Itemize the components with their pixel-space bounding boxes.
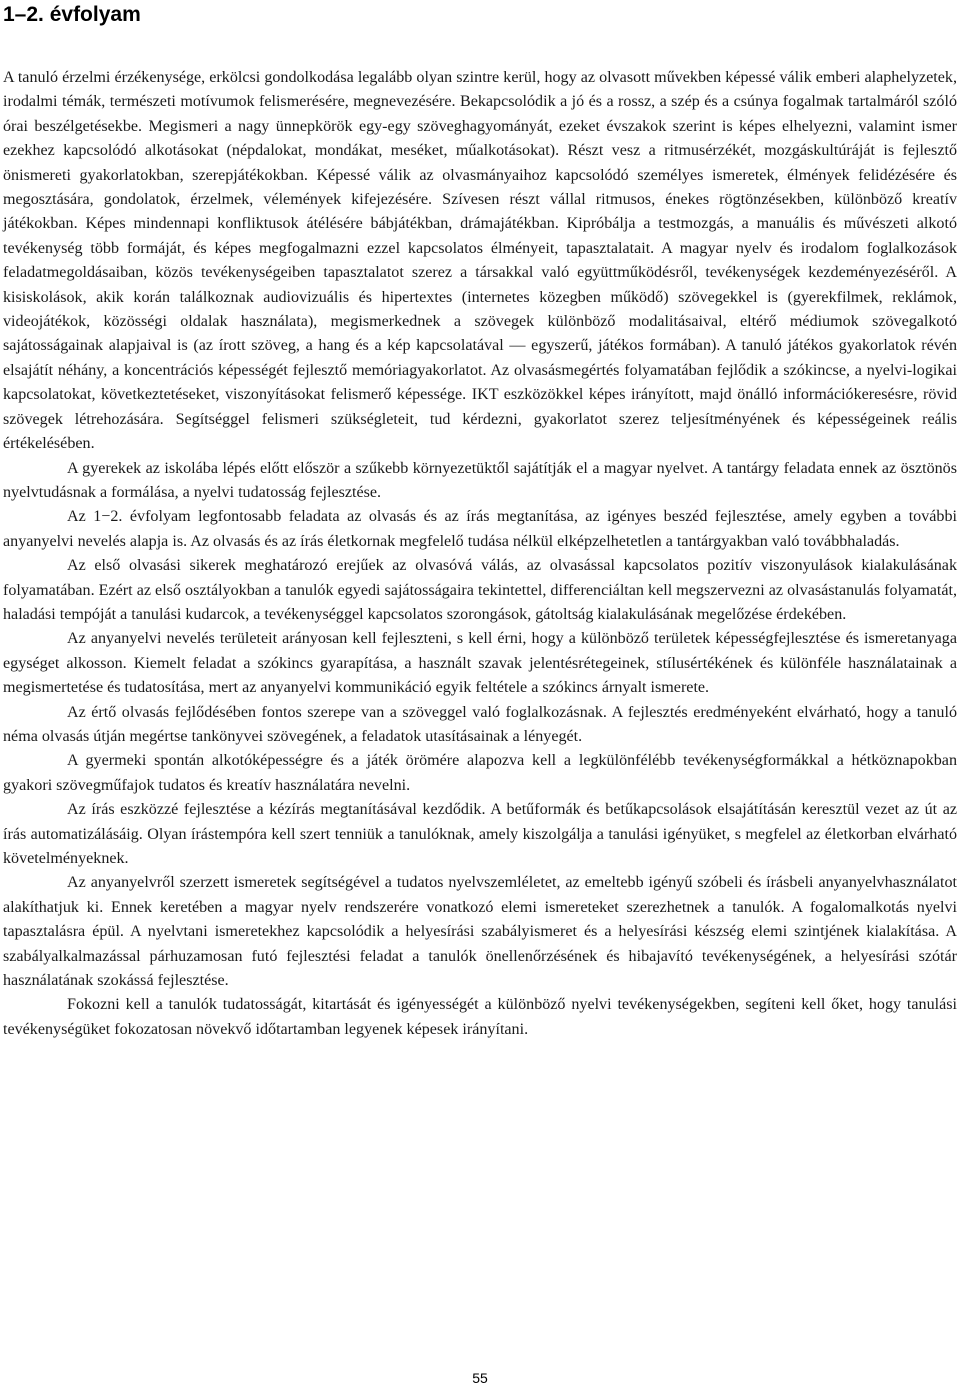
paragraph-6: Az értő olvasás fejlődésében fontos szerepe van a szöveggel való foglalkozásnak. A fejlesztés eredményeként elvárható, hogy a tanuló néma olvasás útján megértse tankönyvei szövegének, a feladatok utasításainak a lényegét. [3,703,957,745]
paragraph-5: Az anyanyelvi nevelés területeit arányosan kell fejleszteni, s kell érni, hogy a különböző területek képességfejlesztése és ismeretanyaga egységet alkosson. Kiemelt feladat a szókincs gyarapítása, a használt szavak jelentésrétegeinek, stílusértékének és különféle használatainak a megismertetése és tudatosítása, mert az anyanyelvi kommunikáció egyik feltétele a szókincs árnyalt ismerete. [3,630,957,697]
paragraph-9: Az anyanyelvről szerzett ismeretek segítségével a tudatos nyelvszemléletet, az emeltebb igényű szóbeli és írásbeli anyanyelvhasználatot alakíthatjuk ki. Ennek keretében a magyar nyelv rendszerére vonatkozó elemi ismereteket szerezhetnek a tanulók. A fogalomalkotás nyelvi tapasztalásra épül. A nyelvtani ismeretekhez kapcsolódik a helyesírási szabályismeret és a helyesírási készség elemi szintjének kialakítása. A szabályalkalmazással párhuzamosan futó fejlesztési feladat a tanulók önellenőrzésének és hibajavító tevékenységének, a helyesírási szótár használatának szokássá fejlesztése. [3,874,957,990]
paragraph-3: Az 1−2. évfolyam legfontosabb feladata az olvasás és az írás megtanítása, az igényes beszéd fejlesztése, amely egyben a további anyanyelvi nevelés alapja is. Az olvasás és az írás életkornak megfelelő tudása nélkül elképzelhetetlen a tantárgyakban való továbbhaladás. [3,508,957,550]
paragraph-1: A tanuló érzelmi érzékenysége, erkölcsi gondolkodása legalább olyan szintre kerül, hogy az olvasott művekben képessé válik emberi alaphelyzetek, irodalmi témák, természeti motívumok felismerésére, megnevezésére. Bekapcsolódik a jó és a rossz, a szép és a csúnya fogalmak tartalmáról szóló órai beszélgetésekbe. Megismeri a nagy ünnepkörök egy-egy szöveghagyományát, ezeket évszakok szerint is képes elhelyezni, valamint ismer ezekhez kapcsolódó alkotásokat (népdalokat, mondákat, meséket, műalkotásokat). Részt vesz a ritmusérzékét, mozgáskultúráját is fejlesztő önismereti gyakorlatokban, szerepjátékokban. Képessé válik az olvasmányaihoz kapcsolódó személyes ismeretek, élmények felidézésére és megosztására, gondolatok, érzelmek, vélemények kifejezésére. Szívesen részt vállal ritmusos, énekes rögtönzésekben, különböző kreatív játékokban. Képes mindennapi konfliktusok átélésére bábjátékban, drámajátékban. Kipróbálja a testmozgás, a manuális és művészeti alkotó tevékenység több formáját, és képes megfogalmazni ezzel kapcsolatos élményeit, tapasztalatait. A magyar nyelv és irodalom foglalkozások feladatmegoldásaiban, közös tevékenységeiben tapasztalatot szerez a társakkal való együttműködésről, tevékenységek kezdeményezéséről. A kisiskolások, akik korán találkoznak audiovizuális és hipertextes (internetes közegben működő) szövegekkel is (gyerekfilmek, reklámok, videojátékok, közösségi oldalak használata), megismerkednek a szövegek különböző modalitásaival, eltérő médiumok szövegalkotó sajátosságainak alapjaival is (az írott szöveg, a hang és a kép kapcsolatával — egyszerű, játékos formában). A tanuló játékos gyakorlatok révén elsajátít néhány, a koncentrációs képességét fejlesztő memóriagyakorlatot. Az olvasásmegértés folyamatában fejlődik a szókincse, a nyelvi-logikai kapcsolatokat, következtetéseket, viszonyításokat felismerő képessége. IKT eszközökkel képes irányított, majd önálló információkeresésre, rövid szövegek létrehozására. Segítséggel felismeri szükségleteit, tud kérdezni, gyakorlatot szerez teljesítményének és képességeinek reális értékelésében. [3,69,957,453]
paragraph-4: Az első olvasási sikerek meghatározó erejűek az olvasóvá válás, az olvasással kapcsolatos pozitív viszonyulások kialakulásának folyamatában. Ezért az első osztályokban a tanulók egyedi sajátosságaira tekintettel, differenciáltan kell megszervezni az olvasástanulás folyamatát, haladási tempóját a tanulási kudarcok, a tevékenységgel kapcsolatos szorongások, gátoltság kialakulásának megelőzése érdekében. [3,557,957,623]
document-body [3,66,957,1042]
paragraph-7: A gyermeki spontán alkotóképességre és a játék örömére alapozva kell a legkülönfélébb tevékenységformákkal a hétköznapokban gyakori szövegműfajok tudatos és kreatív használatára nevelni. [3,752,957,794]
paragraph-2: A gyerekek az iskolába lépés előtt először a szűkebb környezetüktől sajátítják el a magyar nyelvet. A tantárgy feladata ennek az ösztönös nyelvtudásnak a formálása, a nyelvi tudatosság fejlesztése. [3,459,957,501]
section-heading: 1–2. évfolyam [3,3,141,26]
paragraph-10: Fokozni kell a tanulók tudatosságát, kitartását és igényességét a különböző nyelvi tevékenységekben, segíteni kell őket, hogy tanulási tevékenységüket fokozatosan növekvő időtartamban legyenek képesek irányítani. [3,996,957,1038]
page-number: 55 [472,1370,488,1386]
paragraph-8: Az írás eszközzé fejlesztése a kézírás megtanításával kezdődik. A betűformák és betűkapcsolások elsajátításán keresztül vezet az út az írás automatizálásáig. Olyan írástempóra kell szert tenniük a tanulóknak, amely kiszolgálja a tanulási igényüket, s megfelel az életkorban elvárható követelményeknek. [3,801,957,867]
